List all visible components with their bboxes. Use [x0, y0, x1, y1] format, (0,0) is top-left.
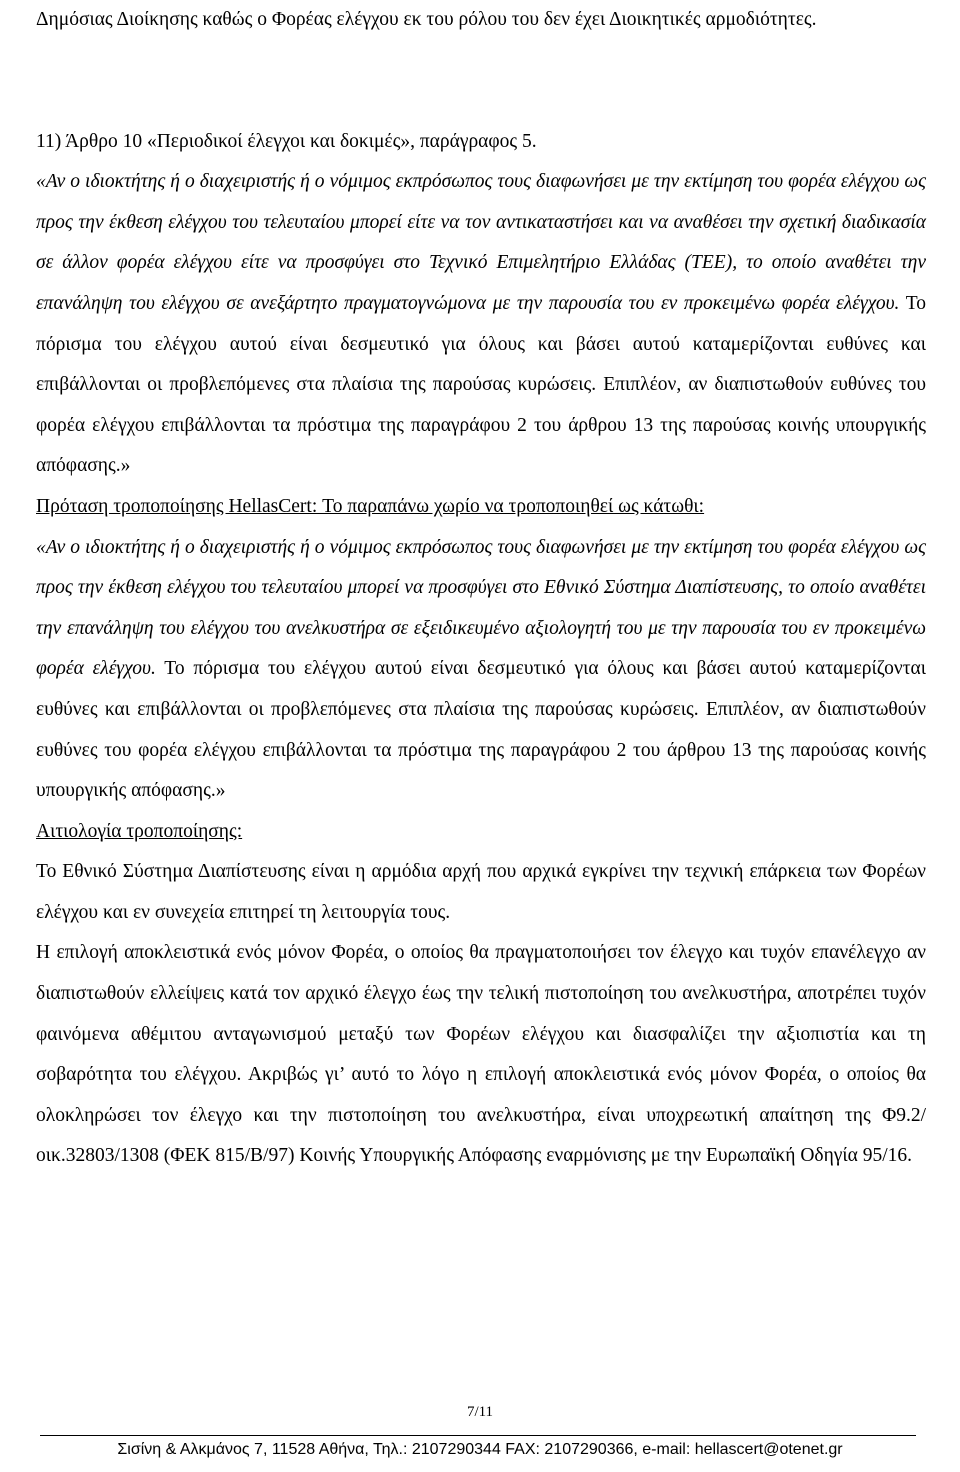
- reason-label: Αιτιολογία τροποποίησης:: [36, 820, 243, 842]
- spacer: [36, 41, 926, 122]
- page-number: 7/11: [466, 1404, 494, 1420]
- original-quote-part-2: Το πόρισμα του ελέγχου αυτού είναι δεσμευτικό για όλους και βάσει αυτού καταμερίζονται ευθύνες και επιβάλλονται οι προβλεπόμενες στα πλαίσια της παρούσας κυρώσεις.: [36, 292, 927, 396]
- proposal-label: Πρόταση τροποποίησης HellasCert: Το παραπάνω χωρίο να τροποποιηθεί ως κάτωθι:: [36, 495, 705, 517]
- proposed-quote-part-2: Το πόρισμα του ελέγχου αυτού είναι δεσμευτικό για όλους και βάσει αυτού καταμερίζονται ευθύνες και επιβάλλονται οι προβλεπόμενες στα πλαίσια της παρούσας κυρώσεις.: [36, 658, 926, 720]
- intro-paragraph: Δημόσιας Διοίκησης καθώς ο Φορέας ελέγχου εκ του ρόλου του δεν έχει Διοικητικές αρμοδιότητες.: [36, 9, 817, 30]
- footer-contact: Σισίνη & Αλκμάνος 7, 11528 Αθήνα, Τηλ.: 2107290344 FAX: 2107290366, e-mail: hellascert@otenet.gr: [117, 1441, 843, 1458]
- section-heading: 11) Άρθρο 10 «Περιοδικοί έλεγχοι και δοκιμές», παράγραφος 5.: [36, 130, 537, 152]
- reason-paragraph-2: Η επιλογή αποκλειστικά ενός μόνον Φορέα, ο οποίος θα πραγματοποιήσει τον έλεγχο και τυχόν επανέλεγχο αν διαπιστωθούν ελλείψεις κατά τον αρχικό έλεγχο έως την τελική πιστοποίηση του ανελκυστήρα, αποτρέπει τυχόν φαινόμενα αθέμιτου ανταγωνισμού μεταξύ των Φορέων ελέγχου και διασφαλίζει την αξιοπιστία και τη σοβαρότητα του ελέγχου. Ακριβώς γι’ αυτό το λόγο η επιλογή αποκλειστικά ενός μόνον Φορέα, ο οποίος θα ολοκληρώσει τον έλεγχο και την πιστοποίηση του ανελκυστήρα, είναι υποχρεωτική απαίτηση της Φ9.2/οικ.32803/1308 (ΦΕΚ 815/Β/97) Κοινής Υπουργικής Απόφασης εναρμόνισης με την Ευρωπαϊκή Οδηγία 95/16.: [36, 942, 926, 1167]
- proposed-quote-part-1: «Αν ο ιδιοκτήτης ή ο διαχειριστής ή ο νόμιμος εκπρόσωπος τους διαφωνήσει με την εκτίμηση του φορέα ελέγχου ως προς την έκθεση ελέγχου του τελευταίου μπορεί να προσφύγει στο Εθνικό Σύστημα Διαπίστευσης, το οποίο αναθέτει την επανάληψη του ελέγχου του ανελκυστήρα σε εξειδικευμένο αξιολογητή του με την παρουσία του εν προκειμένω φορέα ελέγχου.: [36, 536, 926, 680]
- proposed-quote: [36, 528, 926, 812]
- document-body: [36, 0, 926, 1177]
- reason-paragraph-1: Το Εθνικό Σύστημα Διαπίστευσης είναι η αρμόδια αρχή που αρχικά εγκρίνει την τεχνική επάρκεια των Φορέων ελέγχου και εν συνεχεία επιτηρεί τη λειτουργία τους.: [36, 861, 926, 923]
- footer-divider: [40, 1435, 916, 1436]
- original-quote-part-3: Επιπλέον, αν διαπιστωθούν ευθύνες του φορέα ελέγχου επιβάλλονται τα πρόστιμα της παραγράφου 2 του άρθρου 13 της παρούσας κοινής υπουργικής απόφασης.»: [36, 374, 926, 477]
- original-quote-part-1: «Αν ο ιδιοκτήτης ή ο διαχειριστής ή ο νόμιμος εκπρόσωπος τους διαφωνήσει με την εκτίμηση του φορέα ελέγχου ως προς την έκθεση ελέγχου του τελευταίου μπορεί είτε να τον αντικαταστήσει και να αναθέσει την σχετική διαδικασία σε άλλον φορέα ελέγχου είτε να προσφύγει στο Τεχνικό Επιμελητήριο Ελλάδας (ΤΕΕ), το οποίο αναθέτει την επανάληψη του ελέγχου σε ανεξάρτητο πραγματογνώμονα με την παρουσία του εν προκειμένω φορέα ελέγχου.: [36, 171, 926, 314]
- proposed-quote-part-3: Επιπλέον, αν διαπιστωθούν ευθύνες του φορέα ελέγχου επιβάλλονται τα πρόστιμα της παραγράφου 2 του άρθρου 13 της παρούσας κοινής υπουργικής απόφασης.»: [36, 698, 926, 802]
- original-quote: [36, 162, 926, 487]
